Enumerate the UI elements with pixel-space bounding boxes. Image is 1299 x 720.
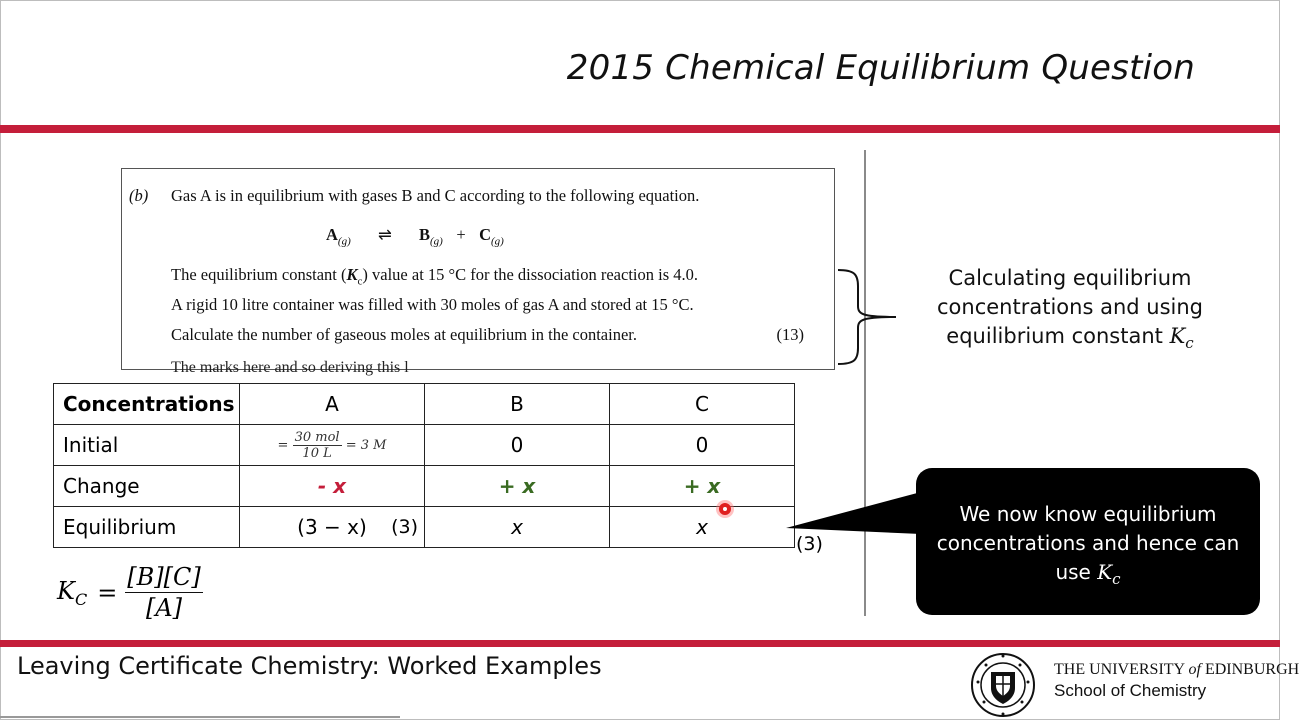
question-line-2 [171,265,698,287]
equilibrium-a-cell [240,507,425,548]
top-accent-bar [0,125,1280,133]
initial-c: 0 [610,425,795,466]
kc-equals: = [97,578,118,607]
line2-k: K [346,265,358,284]
kc-denominator: [A] [145,594,183,622]
summary-text: Calculating equilibrium concentrations and using equilibrium constant [937,266,1203,348]
product-c-state: (g) [491,235,504,248]
university-crest-icon [966,652,1040,718]
initial-a-result: = 3 M [345,437,387,453]
header-a: A [240,384,425,425]
pointer-cursor-icon [719,503,731,515]
kc-formula [57,562,203,623]
initial-b: 0 [425,425,610,466]
table-row [54,384,795,425]
kc-fraction [125,562,202,623]
row-label-initial: Initial [54,425,240,466]
change-b: + x [498,474,536,498]
concentrations-table [53,383,795,548]
reaction-equation [326,225,504,247]
initial-a-prefix: = [277,437,289,453]
question-line-1: Gas A is in equilibrium with gases B and C according to the following equation. [171,186,700,205]
change-c: + x [683,474,721,498]
outside-marks: (3) [796,533,823,555]
table-row [54,425,795,466]
callout-message: We now know equilibrium concentrations and hence can use [936,502,1240,584]
product-b: B [419,225,431,244]
equilibrium-arrow: ⇌ [377,225,392,244]
change-a: - x [317,474,347,498]
footer-course-title: Leaving Certificate Chemistry: Worked Examples [17,652,602,680]
header-c: C [610,384,795,425]
curly-brace-icon [836,268,900,366]
callout-kc-symbol: $K_c$ [1097,560,1121,588]
question-line-4: Calculate the number of gaseous moles at equilibrium in the container. [171,325,637,344]
callout-pointer-icon [786,490,926,535]
initial-a [240,425,425,466]
university-name: THE UNIVERSITY of EDINBURGH [1054,661,1299,678]
question-line-3: A rigid 10 litre container was filled with 30 moles of gas A and stored at 15 °C. [171,295,694,314]
equilibrium-a-marks: (3) [391,516,418,538]
slide-title: 2015 Chemical Equilibrium Question [566,48,1195,88]
row-label-change: Change [54,466,240,507]
reactant-state: (g) [337,235,351,248]
initial-a-fraction [293,430,342,461]
question-cutoff-line: The marks here and so deriving this l [171,359,409,376]
topic-summary [912,264,1228,358]
question-label: (b) [129,186,149,205]
line2-part-b: ) value at 15 °C for the dissociation reaction is 4.0. [362,265,699,284]
equilibrium-b: x [511,515,523,539]
header-concentrations: Concentrations [54,384,240,425]
school-name: School of Chemistry [1054,681,1207,700]
table-row [54,507,795,548]
header-b: B [425,384,610,425]
vertical-divider [864,150,866,616]
question-marks: (13) [776,325,804,344]
summary-kc-symbol: $K_c$ [1169,324,1194,353]
equilibrium-a: (3 − x) [297,515,367,539]
product-b-state: (g) [430,235,443,248]
kc-numerator: [B][C] [127,563,201,591]
question-excerpt [121,168,835,376]
table-row [54,466,795,507]
bottom-divider [0,716,400,718]
kc-lhs: $K_C$ [57,576,88,609]
reactant-a: A [326,225,338,244]
initial-a-numerator: 30 mol [294,429,340,445]
bottom-accent-bar [0,640,1280,647]
product-c: C [479,225,492,244]
plus-sign: + [456,225,466,244]
row-label-equilibrium: Equilibrium [54,507,240,548]
line2-sub: c [357,275,363,288]
equilibrium-c: x [696,515,708,539]
callout-text [930,500,1246,594]
initial-a-denominator: 10 L [302,445,332,461]
line2-part-a: The equilibrium constant ( [171,265,347,284]
